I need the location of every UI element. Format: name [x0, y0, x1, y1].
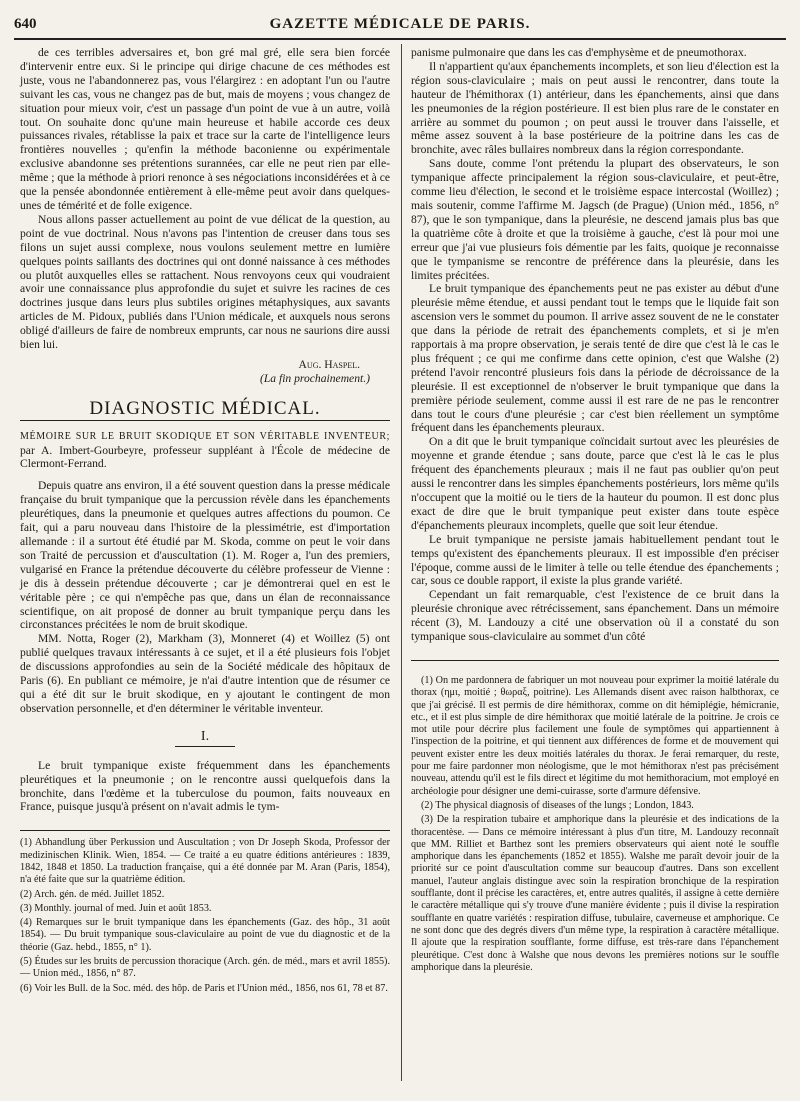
- paragraph: On a dit que le bruit tympanique coïncidait surtout avec les pleurésies de moyenne et grande étendue ; sans doute, parce que c'est là le cas le plus fréquent des épanchements pleuraux ; mais il ne faut pas oublier qu'on peut aussi le rencontrer dans les simples épanchements postérieurs, lors même qu'ils n'occupent que la moitié ou le tiers de la hauteur du poumon. Il est donc plus exact de dire que le bruit tympanique peut exister dans toute espèce d'épanchements pleuraux incomplets, quelle que soit leur étendue.: [411, 435, 779, 532]
- footnote-rule: [411, 660, 779, 661]
- chapter-number: I.: [200, 728, 210, 744]
- paragraph: Le bruit tympanique existe fréquemment dans les épanchements pleurétiques et la pneumonie ; on le rencontre aussi quelquefois dans la bronchite, dans l'œdème et la tuberculose du poumon, faits nouveaux en France, puisque jusqu'à présent on n'avait admis le tym-: [20, 758, 390, 814]
- paragraph: MM. Notta, Roger (2), Markham (3), Monneret (4) et Woillez (5) ont publié quelques travaux intéressants à ce sujet, et il a été plusieurs fois l'objet de discussions approfondies au sein de la Société médicale des hôpitaux de Paris (6). En publiant ce mémoire, je n'ai d'autre intention que de résumer ce qui a été dit sur le bruit skodique, en y ajoutant le contingent de mon observation personnelle, et d'en déterminer le véritable inventeur.: [20, 632, 390, 715]
- footnote: (1) On me pardonnera de fabriquer un mot nouveau pour exprimer la moitié latérale du thorax (ημι, moitié ; θωραξ, poitrine). Les Allemands disent avec raison halbthorax, ce que j'ai grécisé. Il est permis de dire hémithorax, comme on dit hémiplégie, hémicranie, etc., et il est plus simple de dire hémithorax que moitié latérale de la poitrine. Je crois ce mot utile pour décrire plus facilement une foule de symptômes qui appartiennent à l'inspection de la poitrine, et qui tiennent aux différences de forme et de mouvement qui peuvent exister entre les deux moitiés latérales du thorax. Je ferai remarquer, du reste, pour me faire pardonner mon néologisme, que le mot hémithorax n'est pas précisément nouveau, attendu qu'il est le fils direct et légitime du mot hemithoracium, mot employé en archéologie pour désigner une demi-cuirasse, sorte d'armure défensive.: [411, 674, 779, 797]
- paragraph: Le bruit tympanique des épanchements peut ne pas exister au début d'une pleurésie même étendue, et aussi pendant tout le temps que le liquide fait son ascension vers le sommet du poumon. Il arrive assez souvent de ne le constater que dans la période de retrait des épanchements complets, et si je m'en rapportais à ma propre observation, je serais tenté de dire que c'est là le cas le plus fréquent ; ce qui me confirme dans cette opinion, c'est que Walshe (2) prétend l'avoir rencontré plusieurs fois dans la période de décroissance de la pleurésie. Il est exceptionnel de n'observer le bruit tympanique que dans la première période seulement, comme aussi il est rare de ne pas le rencontrer dans tout le cours d'une pleurésie ; car c'est bien réellement un symptôme fréquent dans les épanchements pleuraux.: [411, 282, 779, 435]
- paragraph: de ces terribles adversaires et, bon gré mal gré, elle sera bien forcée d'intervenir entre eux. Si le principe qui dirige chacune de ces méthodes est juste, vous ne l'abandonnerez pas, vous l'élargirez : en adoptant l'un ou l'autre suivant les cas, vous ne changez pas de but, mais de moyens ; vous changez de situation pour mieux voir, c'est un passage d'un point de vue à un autre, voilà tout. On souhaite donc qu'une main heureuse et habile accorde ces deux puissances rivales, rétablisse la paix et trace sur la carte de l'intelligence leurs frontières nouvelles ; qu'enfin la méthode baconienne ou expérimentale exclusive abandonne ses prétentions surannées, car elle ne peut rien par elle-même ; que la méthode à priori renonce à ses négociations inconsidérées et à ce que la pensée abondonnée entièrement à elle-même peut avoir dans quelques-unes de témérité et de folle exigence.: [20, 46, 390, 212]
- footnote: (2) The physical diagnosis of diseases of the lungs ; London, 1843.: [421, 799, 694, 811]
- memoir-author: par A. Imbert-Gourbeyre, professeur suppléant à l'École de médecine de Clermont-Ferrand.: [20, 443, 390, 471]
- footnote: (6) Voir les Bull. de la Soc. méd. des hôp. de Paris et l'Union méd., 1856, nos 61, 78 et 87.: [20, 982, 388, 994]
- right-column: [411, 46, 779, 976]
- header-rule: [14, 38, 786, 40]
- paragraph: Le bruit tympanique ne persiste jamais habituellement pendant tout le temps qu'existent des épanchements pleuraux. Il est impossible d'en préciser l'époque, comme aussi de le limiter à telle ou telle étendue des épanchements ; car, sous ce double rapport, il existe la plus grande variété.: [411, 532, 779, 588]
- journal-title: GAZETTE MÉDICALE DE PARIS.: [269, 16, 531, 32]
- paragraph: panisme pulmonaire que dans les cas d'emphysème et de pneumothorax.: [411, 46, 747, 59]
- paragraph: Depuis quatre ans environ, il a été souvent question dans la presse médicale française du bruit tympanique que la percussion révèle dans les épanchements pleurétiques, dans la pneumonie et quelques autres affections du poumon. Ce fait, qui a paru nouveau dans l'histoire de la plessimétrie, est d'importation allemande : il a surtout été étudié par M. Skoda, comme on peut le voir dans son Traité de percussion et d'auscultation (1). M. Roger a, l'un des premiers, vulgarisé en France la prétendue découverte du célèbre professeur de Vienne : je dis à dessein prétendue découverte ; car je démontrerai quel en est le véritable père ; ce qui n'empêche pas que, dans un élan de reconnaissance scientifique, on ait proposé de donner au bruit tympanique perçu dans les circonstances précitées le nom de bruit skodique.: [20, 479, 390, 632]
- footnote: (1) Abhandlung über Perkussion und Auscultation ; von Dr Joseph Skoda, Professor der medizinischen Klinik. Wien, 1854. — Ce traité a eu quatre éditions antérieures : 1839, 1842, 1848 et 1850. La traduction française, qui a été donnée par M. Aran (Paris, 1854), n'a été faite que sur la quatrième édition.: [20, 837, 390, 886]
- continuation-note: (La fin prochainement.): [259, 371, 370, 385]
- paragraph: Il n'appartient qu'aux épanchements incomplets, et son lieu d'élection est la région sous-claviculaire ; mais on peut aussi le rencontrer, dans toute la hauteur de l'hémithorax (1) antérieur, dans les épanchements, ainsi que dans les pneumonies de la région postérieure. Il est bien plus rare de le constater en arrière au sommet du poumon ; on peut aussi le trouver dans l'aisselle, et même assez souvent à la base postérieure de la poitrine dans les cas de bronchite, avec râles bullaires nombreux dans la région correspondante.: [411, 59, 779, 157]
- footnotes-right: [411, 675, 779, 974]
- footnote: (3) De la respiration tubaire et amphorique dans la pleurésie et des indications de la thoracentèse. — Dans ce mémoire intéressant à plus d'un titre, M. Landouzy reconnaît que MM. Rilliet et Barthez sont les premiers observateurs qui aient noté le souffle amphorique dans les épanchements (1852 et 1855). Walshe me paraît devoir jouir de la priorité sur ce point d'auscultation comme sur beaucoup d'autres. Dans son excellent manuel, l'auteur anglais distingue avec soin la respiration bronchique de la respiration soufflante, dont il précise les caractères, et, entre autres qualités, il assigne à cette dernière le caractère métallique qui s'y trouve d'une manière évidente ; puis il divise la respiration soufflante en quatre variétés : respiration diffuse, tubulaire, caverneuse et amphorique. Ce ne sont donc que des degrés divers d'un même type, la respiration à caractère métallique. Il ajoute que la respiration soufflante, forme diffuse, est très-rare dans l'épanchement pleurétique. C'est donc à Walshe que nous devons les premières notions sur le souffle amphorique dans la pleurésie.: [411, 814, 779, 973]
- footnote-rule: [20, 830, 390, 831]
- chapter-rule: [175, 746, 235, 747]
- section-title: DIAGNOSTIC MÉDICAL.: [89, 397, 321, 419]
- footnotes-left: [20, 837, 390, 995]
- paragraph: Sans doute, comme l'ont prétendu la plupart des observateurs, le son tympanique affecte principalement la région sous-claviculaire, et peut-être, comme lieu d'élection, le second et le troisième espace intercostal (Woillez) ; mais soutenir, comme l'affirme M. Jagsch (de Prague) (Union méd., 1856, n° 87), que le son tympanique, dans la pleurésie, ne descend jamais plus bas que la quatrième côte à droite et que la troisième à gauche, c'est là pour moi une erreur que j'ai vue plusieurs fois démentie par les faits, quoique je reconnaisse que le tympanisme se rencontre de préférence dans la pleurésie, dans les limites précitées.: [411, 157, 779, 282]
- author-signature: Aug. Haspel.: [298, 357, 360, 371]
- left-column: [20, 46, 390, 997]
- page-number: 640: [14, 16, 37, 32]
- column-divider: [401, 44, 402, 1081]
- memoir-heading: [20, 429, 390, 472]
- page-header: [14, 16, 786, 38]
- footnote: (3) Monthly. journal of med. Juin et août 1853.: [20, 902, 212, 914]
- section-rule: [20, 420, 390, 421]
- footnote: (5) Études sur les bruits de percussion thoracique (Arch. gén. de méd., mars et avril 1855). — Union méd., 1856, n° 87.: [20, 955, 390, 980]
- footnote: (4) Remarques sur le bruit tympanique dans les épanchements (Gaz. des hôp., 31 août 1854). — Du bruit tympanique sous-claviculaire au point de vue du diagnostic et de la théorie (Gaz. hebd., 1855, n° 1).: [20, 917, 390, 953]
- paragraph: Cependant un fait remarquable, c'est l'existence de ce bruit dans la pleurésie chronique avec rétrécissement, sans épanchement. Dans un mémoire récent (3), M. Landouzy a cité une observation où il a constaté du son tympanique sous-claviculaire au sommet d'un côté: [411, 588, 779, 644]
- footnote: (2) Arch. gén. de méd. Juillet 1852.: [20, 888, 165, 900]
- memoir-title: MÉMOIRE SUR LE BRUIT SKODIQUE ET SON VÉRITABLE INVENTEUR;: [20, 430, 390, 442]
- paragraph: Nous allons passer actuellement au point de vue délicat de la question, au point de vue doctrinal. Nous n'avons pas l'intention de creuser dans tous ses filons un sujet aussi complexe, nous voulons seulement mettre en lumière quelques points saillants des doctrines qui ont donné naissance à ces méthodes ou plutôt auxquelles elles se rattachent. Nous renvoyons ceux qui voudraient avoir une connaissance plus approfondie du sujet et suivre les racines de ces doctrines jusque dans leurs plus subtiles origines métaphysiques, aux savants articles de M. Pidoux, publiés dans l'Union médicale, et auxquels nous serons obligé d'ailleurs de faire de nombreux emprunts, car nous ne saurions dire aussi bien lui.: [20, 212, 390, 352]
